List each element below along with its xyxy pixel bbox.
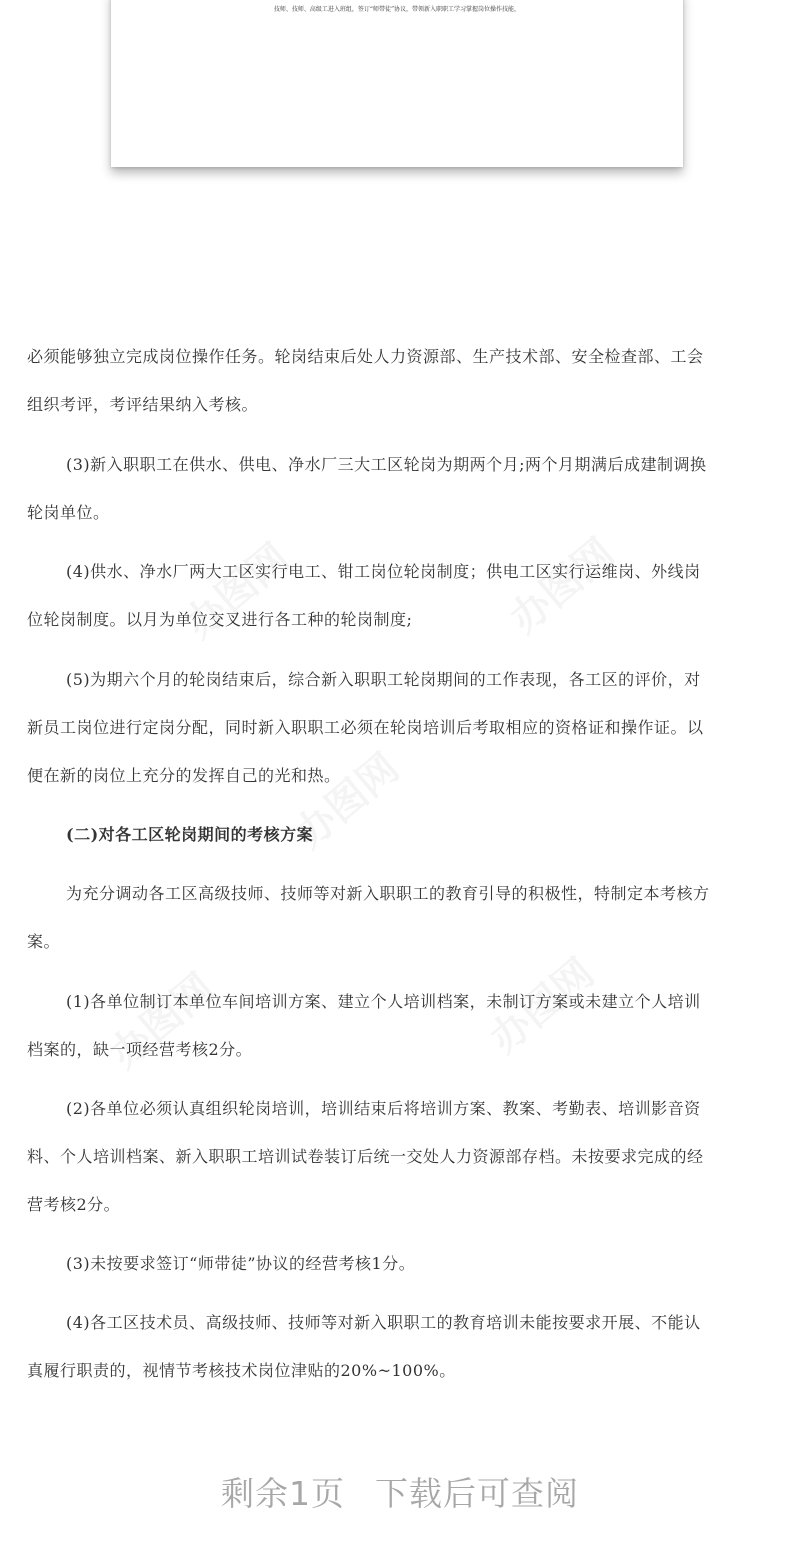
- paragraph-line: 轮岗单位。: [27, 503, 110, 522]
- page-preview-text: 技师、技师、高级工进入班组，签订“师带徒”协议，带领新入职职工学习掌握岗位操作技能，: [273, 6, 521, 13]
- paragraph-line: (3)未按要求签订“师带徒”协议的经营考核1分。: [66, 1254, 416, 1273]
- paragraph-line: 必须能够独立完成岗位操作任务。轮岗结束后处人力资源部、生产技术部、安全检查部、工会: [27, 347, 704, 366]
- read-more-banner[interactable]: [0, 1468, 800, 1515]
- paragraph-line: (4)各工区技术员、高级技师、技师等对新入职职工的教育培训未能按要求开展、不能认: [66, 1313, 701, 1332]
- paragraph-line: (4)供水、净水厂两大工区实行电工、钳工岗位轮岗制度；供电工区实行运维岗、外线岗: [66, 562, 701, 581]
- paragraph-line: 为充分调动各工区高级技师、技师等对新入职职工的教育引导的积极性，特制定本考核方: [66, 884, 710, 903]
- paragraph-line: 档案的，缺一项经营考核2分。: [27, 1040, 253, 1059]
- paragraph-line: 位轮岗制度。以月为单位交叉进行各工种的轮岗制度;: [27, 610, 413, 629]
- paragraph-line: (3)新入职职工在供水、供电、净水厂三大工区轮岗为期两个月;两个月期满后成建制调换: [66, 455, 707, 474]
- paragraph-line: 案。: [27, 932, 61, 951]
- section-heading: (二)对各工区轮岗期间的考核方案: [66, 825, 314, 844]
- download-hint-text[interactable]: 下载后可查阅: [375, 1474, 579, 1513]
- paragraph-line: 营考核2分。: [27, 1195, 121, 1214]
- paragraph-line: 便在新的岗位上充分的发挥自己的光和热。: [27, 766, 341, 785]
- remaining-pages-text[interactable]: 剩余1页: [221, 1474, 345, 1513]
- watermark: [96, 958, 225, 1079]
- paragraph-line: 真履行职责的，视情节考核技术岗位津贴的20%~100%。: [27, 1361, 456, 1380]
- paragraph-line: 料、个人培训档案、新入职职工培训试卷装订后统一交处人力资源部存档。未按要求完成的经: [27, 1147, 704, 1166]
- paragraph-line: (1)各单位制订本单位车间培训方案、建立个人培训档案，未制订方案或未建立个人培训: [66, 992, 701, 1011]
- watermark: [171, 528, 300, 649]
- paragraph-line: 组织考评，考评结果纳入考核。: [27, 395, 259, 414]
- paragraph-line: (2)各单位必须认真组织轮岗培训，培训结束后将培训方案、教案、考勤表、培训影音资: [66, 1099, 701, 1118]
- paragraph-line: (5)为期六个月的轮岗结束后，综合新入职职工轮岗期间的工作表现，各工区的评价，对: [66, 670, 701, 689]
- watermark: [496, 523, 625, 644]
- paragraph-line: 新员工岗位进行定岗分配，同时新入职职工必须在轮岗培训后考取相应的资格证和操作证。以: [27, 718, 704, 737]
- page-preview-card: [111, 0, 683, 167]
